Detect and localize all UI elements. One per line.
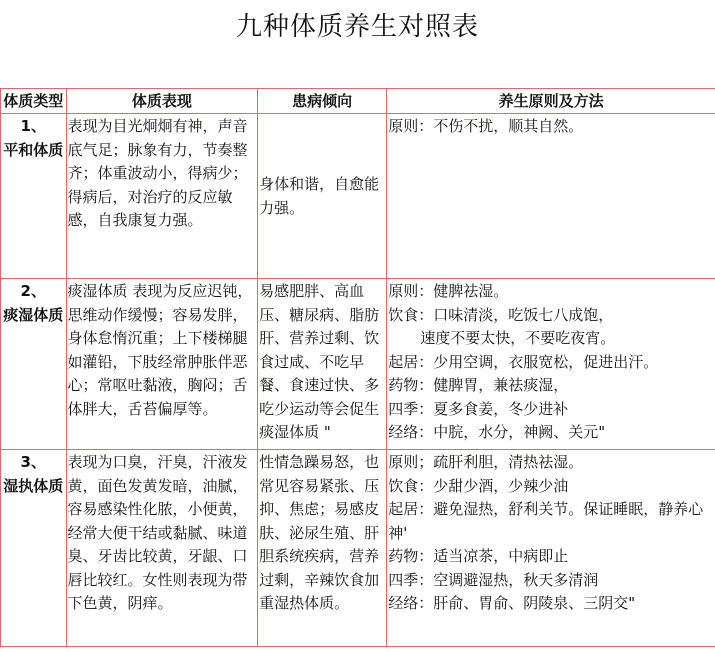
header-type: 体质类型 <box>1 89 67 114</box>
method-line: 经络：肝俞、胃俞、阴陵泉、三阴交" <box>388 594 636 612</box>
method-line: 饮食：少甜少酒，少辣少油 <box>388 476 569 495</box>
method-line: 速度不要太快，不要吃夜宵。 <box>420 329 616 347</box>
type-number: 1、 <box>20 117 46 135</box>
page-title: 九种体质养生对照表 <box>235 12 479 42</box>
type-name: 平和体质 <box>3 140 64 159</box>
manifestation-cell: 痰湿体质 表现为反应迟钝，思维动作缓慢；容易发胖，身体怠惰沉重；上下楼梯腿如灌铅，下肢经常肿胀伴恶心；常呕吐黏液，胸闷；舌体胖大，舌苔偏厚等。 <box>66 279 258 450</box>
header-methods: 养生原则及方法 <box>387 89 715 114</box>
manifestation-cell: 表现为口臭，汗臭，汗液发黄，面色发黄发暗，油腻，容易感染性化脓，小便黄，经常大便干结或黏腻、味道臭、牙齿比较黄，牙龈、口唇比较红。女性则表现为带下色黄，阴痒。 <box>66 450 258 647</box>
tendency-cell: 易感肥胖、高血压、糖尿病、脂肪肝、营养过剩、饮食过咸、不吃早餐、食速过快、多吃少运动等会促生痰湿体质 " <box>258 279 387 450</box>
method-line: 饮食：口味清淡，吃饭七八成饱， <box>388 305 614 324</box>
table-row <box>1 450 715 647</box>
type-name: 湿执体质 <box>3 476 64 495</box>
method-line: 原则：健脾祛湿。 <box>388 282 509 300</box>
type-cell <box>1 450 67 647</box>
method-line: 原则：不伤不扰，顺其自然。 <box>388 117 584 135</box>
tendency-cell: 性情急躁易怒，也常见容易紧张、压抑、焦虑；易感皮肤、泌尿生殖、肝胆系统疾病，营养过剩，辛辣饮食加重湿热体质。 <box>258 450 387 647</box>
manifestation-cell: 表现为目光炯炯有神，声音底气足；脉象有力，节奏整齐；体重波动小，得病少；得病后，对治疗的反应敏感，自我康复力强。 <box>66 114 258 279</box>
type-name: 痰湿体质 <box>3 305 64 324</box>
table-row <box>1 114 715 279</box>
method-line: 药物：适当凉茶，中病即止 <box>388 547 569 565</box>
method-line: 起居：少用空调，衣服宽松，促进出汗。 <box>388 352 659 371</box>
method-line: 药物：健脾胃，兼祛痰湿， <box>388 376 569 394</box>
methods-cell <box>387 114 715 279</box>
type-cell <box>1 114 67 279</box>
type-cell <box>1 279 67 450</box>
method-line: 四季：空调避湿热，秋天多清润 <box>388 570 599 589</box>
tendency-cell: 身体和谐，自愈能力强。 <box>258 114 387 279</box>
header-row <box>1 89 715 114</box>
method-line: 原则；疏肝利胆，清热祛湿。 <box>388 453 584 471</box>
table-row <box>1 279 715 450</box>
header-tendency: 患病倾向 <box>258 89 387 114</box>
header-manifestation: 体质表现 <box>66 89 258 114</box>
type-number: 3、 <box>20 453 46 471</box>
method-line: 四季：夏多食姜，冬少进补 <box>388 399 569 418</box>
method-line: 经络：中脘，水分，神阙、关元" <box>388 423 606 441</box>
method-line: 起居：避免湿热，舒利关节。保证睡眠，静养心神' <box>388 500 704 542</box>
methods-cell <box>387 450 715 647</box>
methods-cell <box>387 279 715 450</box>
constitution-table <box>0 88 715 647</box>
type-number: 2、 <box>20 282 46 300</box>
